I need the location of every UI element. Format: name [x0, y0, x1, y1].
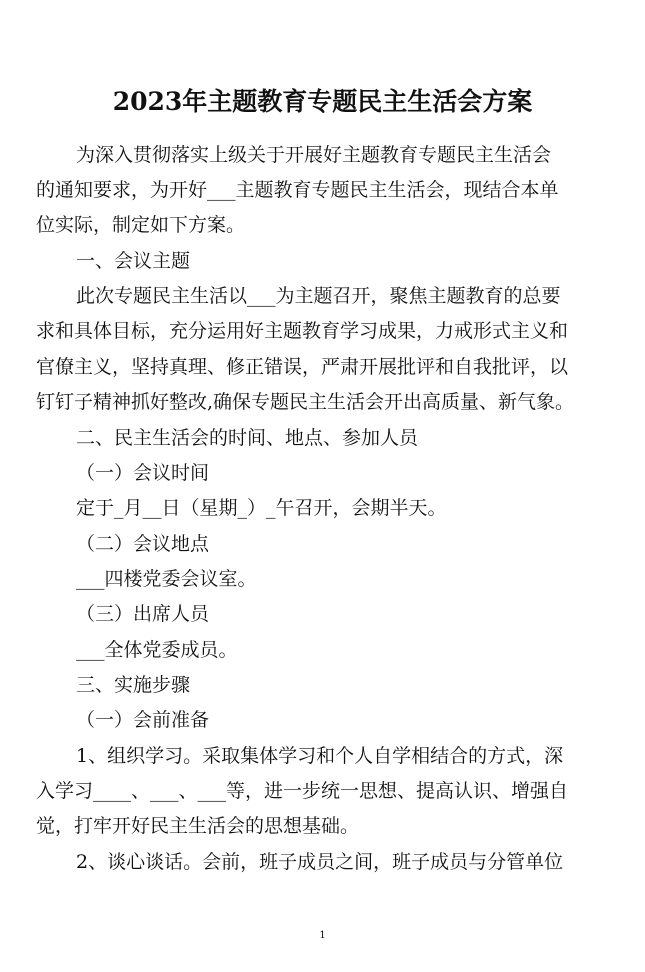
subsection-heading: （三）出席人员	[76, 603, 210, 625]
section-heading: 三、实施步骤	[76, 674, 191, 696]
paragraph-line: 觉，打牢开好民主生活会的思想基础。	[36, 815, 360, 837]
document-title: 2023年主题教育专题民主生活会方案	[112, 87, 533, 116]
paragraph-line: 求和具体目标，充分运用好主题教育学习成果，力戒形式主义和	[36, 320, 569, 342]
subsection-heading: （一）会前准备	[76, 709, 210, 731]
paragraph-line: 2、谈心谈话。会前，班子成员之间，班子成员与分管单位	[76, 851, 564, 873]
paragraph-line: 为深入贯彻落实上级关于开展好主题教育专题民主生活会	[76, 144, 552, 166]
paragraph-line: 入学习____、___、___等，进一步统一思想、提高认识、增强自	[36, 780, 569, 802]
subsection-heading: （二）会议地点	[76, 533, 210, 555]
paragraph-line: 官僚主义，坚持真理、修正错误，严肃开展批评和自我批评，以	[36, 356, 569, 378]
section-heading: 二、民主生活会的时间、地点、参加人员	[76, 427, 419, 449]
paragraph-line: ___四楼党委会议室。	[76, 568, 257, 590]
paragraph-line: 此次专题民主生活以___为主题召开，聚焦主题教育的总要	[76, 285, 561, 307]
subsection-heading: （一）会议时间	[76, 462, 210, 484]
paragraph-line: 1、组织学习。采取集体学习和个人自学相结合的方式，深	[76, 745, 564, 767]
page-number: 1	[319, 930, 326, 941]
paragraph-line: 钉钉子精神抓好整改,确保专题民主生活会开出高质量、新气象。	[36, 391, 575, 413]
paragraph-line: 的通知要求，为开好___主题教育专题民主生活会，现结合本单	[36, 179, 559, 201]
section-heading: 一、会议主题	[76, 250, 191, 272]
paragraph-line: ___全体党委成员。	[76, 639, 238, 661]
paragraph-line: 位实际，制定如下方案。	[36, 214, 246, 236]
paragraph-line: 定于_月__日（星期_）_午召开，会期半天。	[76, 497, 447, 519]
